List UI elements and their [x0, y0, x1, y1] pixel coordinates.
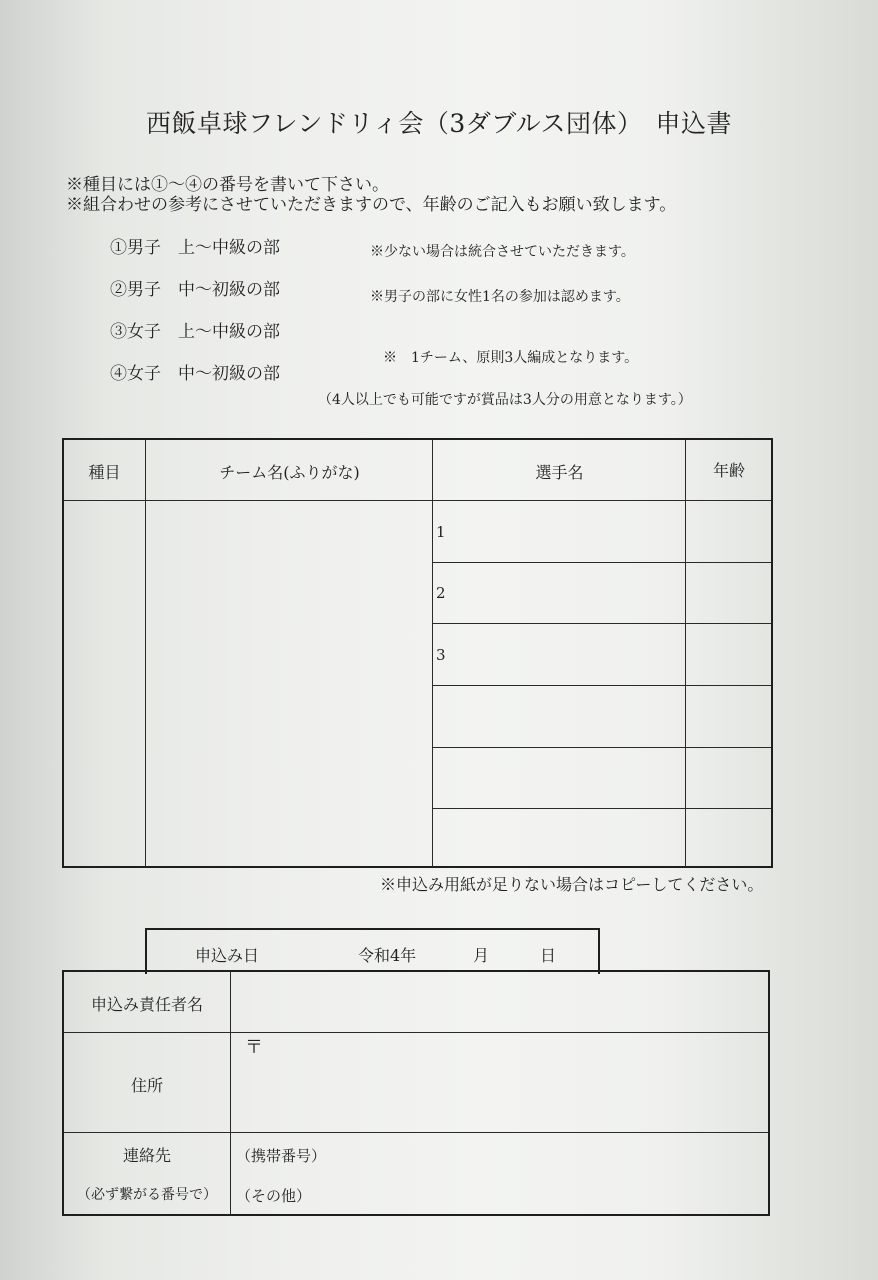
table-divider — [685, 440, 686, 867]
table-row-rule — [433, 808, 771, 809]
category-1: ①男子 上～中級の部 — [110, 238, 280, 258]
table-row-rule — [64, 1032, 768, 1033]
side-note-merge: ※少ない場合は統合させていただきます。 — [370, 244, 635, 260]
copy-note: ※申込み用紙が足りない場合はコピーしてください。 — [380, 875, 764, 894]
mobile-number-field[interactable] — [335, 1138, 765, 1174]
player-name-field[interactable] — [435, 688, 684, 746]
responsible-person-field[interactable] — [234, 975, 766, 1030]
side-note-team-size: ※ 1チーム、原則3人編成となります。 — [383, 350, 639, 366]
address-label: 住所 — [130, 1076, 163, 1095]
date-label: 申込み日 — [195, 946, 260, 965]
player-name-field[interactable] — [435, 503, 684, 561]
table-divider — [432, 440, 433, 867]
player-name-field[interactable] — [435, 750, 684, 807]
table-row-rule — [64, 1132, 768, 1133]
table-row-rule — [433, 685, 771, 686]
instruction-note-1: ※種目には①～④の番号を書いて下さい。 — [66, 175, 389, 195]
contact-label: 連絡先 — [122, 1146, 171, 1165]
age-field[interactable] — [688, 688, 770, 746]
table-header-rule — [64, 500, 771, 501]
age-field[interactable] — [688, 811, 770, 865]
day-field[interactable] — [492, 938, 537, 968]
address-field[interactable] — [234, 1036, 766, 1130]
team-name-field[interactable] — [148, 503, 431, 865]
era-year: 令和4年 — [358, 946, 417, 965]
other-contact-field[interactable] — [310, 1178, 765, 1212]
age-field[interactable] — [688, 503, 770, 561]
other-contact-label: （その他） — [236, 1187, 312, 1205]
header-event: 種目 — [88, 463, 121, 482]
side-note-female: ※男子の部に女性1名の参加は認めます。 — [370, 289, 630, 305]
table-row-rule — [433, 747, 771, 748]
month-field[interactable] — [425, 938, 470, 968]
contact-sub-label: （必ず繋がる番号で） — [77, 1187, 217, 1203]
table-row-rule — [433, 562, 771, 563]
header-team-name: チーム名(ふりがな) — [219, 463, 360, 482]
age-field[interactable] — [688, 750, 770, 807]
player-name-field[interactable] — [435, 811, 684, 865]
age-field[interactable] — [688, 626, 770, 684]
header-age: 年齢 — [712, 461, 745, 480]
player-name-field[interactable] — [435, 565, 684, 622]
instruction-note-2: ※組合わせの参考にさせていただきますので、年齢のご記入もお願い致します。 — [66, 195, 677, 215]
mobile-label: （携帯番号） — [236, 1147, 327, 1165]
row-number: 1 — [436, 523, 446, 541]
event-number-field[interactable] — [66, 503, 143, 865]
category-2: ②男子 中～初級の部 — [110, 280, 280, 300]
category-3: ③女子 上～中級の部 — [110, 322, 280, 342]
header-player-name: 選手名 — [535, 463, 584, 482]
page-title: 西飯卓球フレンドリィ会（3ダブルス団体） 申込書 — [145, 109, 733, 138]
day-label: 日 — [540, 946, 557, 965]
responsible-person-label: 申込み責任者名 — [90, 995, 203, 1014]
postal-mark: 〒 — [245, 1037, 263, 1058]
table-divider — [230, 972, 231, 1214]
month-label: 月 — [473, 946, 490, 965]
category-4: ④女子 中～初級の部 — [110, 364, 280, 384]
row-number: 3 — [436, 646, 446, 664]
table-row-rule — [433, 623, 771, 624]
row-number: 2 — [436, 584, 446, 602]
side-note-prize: （4人以上でも可能ですが賞品は3人分の用意となります。） — [318, 392, 692, 408]
table-divider — [145, 440, 146, 867]
player-name-field[interactable] — [435, 626, 684, 684]
age-field[interactable] — [688, 565, 770, 622]
